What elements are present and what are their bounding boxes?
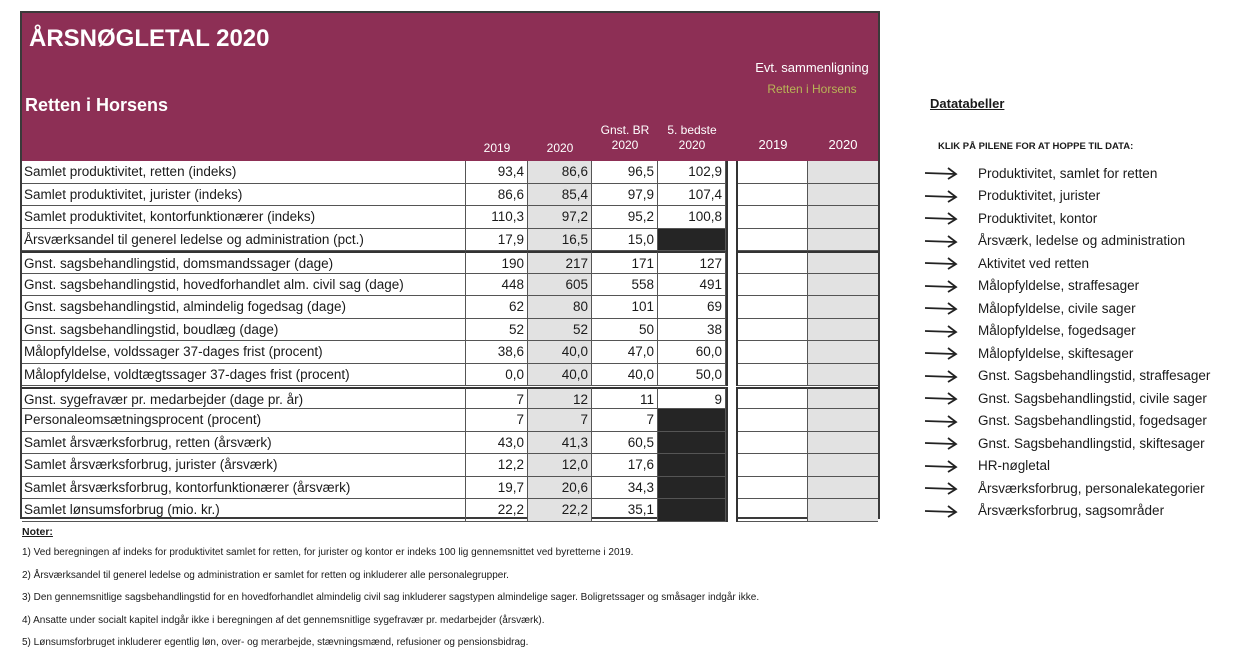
compare-2020-cell [808, 341, 878, 364]
compare-2020-cell [808, 229, 878, 252]
compare-2019-cell [738, 296, 808, 319]
arrow-right-icon[interactable] [924, 256, 958, 270]
table-row [22, 296, 878, 319]
col-header-best-line2: 2020 [678, 138, 706, 152]
value-2019: 22,2 [466, 499, 528, 522]
value-5-best-2020 [658, 409, 726, 432]
col-header-2020: 2020 [546, 141, 574, 155]
value-5-best-2020 [658, 477, 726, 500]
value-2020: 80 [528, 296, 592, 319]
row-label: Samlet årsværksforbrug, retten (årsværk) [22, 432, 466, 455]
note-5: 5) Lønsumsforbruget inkluderer egentlig løn, over- og merarbejde, stævningsmænd, refusioner og pensionsbidrag. [22, 637, 529, 648]
compare-2020-cell [808, 499, 878, 522]
compare-2020-cell [808, 477, 878, 500]
value-2019: 0,0 [466, 364, 528, 387]
value-2019: 43,0 [466, 432, 528, 455]
datatable-link[interactable] [924, 455, 1224, 477]
report-title: ÅRSNØGLETAL 2020 [29, 25, 270, 52]
datatable-link-label[interactable]: Produktivitet, samlet for retten [978, 165, 1158, 181]
row-label: Gnst. sagsbehandlingstid, boudlæg (dage) [22, 319, 466, 342]
datatable-link-label[interactable]: HR-nøgletal [978, 458, 1051, 473]
column-separator [726, 274, 738, 297]
value-2020: 16,5 [528, 229, 592, 252]
compare-2020-cell [808, 454, 878, 477]
col-header-gnst [592, 123, 658, 153]
compare-2019-cell [738, 319, 808, 342]
col-header-cmp-2020: 2020 [828, 137, 858, 152]
value-2020: 20,6 [528, 477, 592, 500]
value-2020: 52 [528, 319, 592, 342]
compare-2019-cell [738, 499, 808, 522]
arrow-right-icon[interactable] [924, 414, 958, 428]
row-label: Gnst. sygefravær pr. medarbejder (dage pr. år) [22, 387, 466, 410]
table-row [22, 229, 878, 252]
note-4: 4) Ansatte under socialt kapitel indgår ikke i beregningen af det gennemsnitlige sygefravær pr. medarbejder (årsværk). [22, 614, 545, 626]
datatable-link-label[interactable]: Årsværksforbrug, sagsområder [978, 503, 1165, 518]
table-row [22, 477, 878, 500]
datatable-link-label[interactable]: Gnst. Sagsbehandlingstid, civile sager [978, 390, 1207, 406]
arrow-right-icon[interactable] [924, 166, 958, 180]
court-name: Retten i Horsens [25, 95, 169, 115]
report-header [22, 13, 878, 161]
datatable-link-label[interactable]: Målopfyldelse, straffesager [978, 278, 1140, 293]
value-5-best-2020: 69 [658, 296, 726, 319]
value-2020: 40,0 [528, 341, 592, 364]
value-5-best-2020: 127 [658, 251, 726, 274]
value-2019: 19,7 [466, 477, 528, 500]
datatable-link[interactable] [924, 387, 1224, 409]
value-2020: 40,0 [528, 364, 592, 387]
table-row [22, 251, 878, 274]
compare-2019-cell [738, 477, 808, 500]
value-gnst-br-2020: 558 [592, 274, 658, 297]
column-separator [726, 341, 738, 364]
datatables-title: Datatabeller [930, 96, 1005, 111]
value-5-best-2020 [658, 229, 726, 252]
datatable-link[interactable] [924, 365, 1224, 387]
column-separator [726, 161, 738, 184]
datatable-link[interactable] [924, 477, 1224, 499]
datatable-link[interactable] [924, 342, 1224, 364]
value-5-best-2020: 38 [658, 319, 726, 342]
notes-section [22, 526, 759, 659]
datatable-link[interactable] [924, 320, 1224, 342]
value-2020: 41,3 [528, 432, 592, 455]
compare-2019-cell [738, 206, 808, 229]
value-gnst-br-2020: 97,9 [592, 184, 658, 207]
arrow-right-icon[interactable] [924, 391, 958, 405]
compare-2019-cell [738, 161, 808, 184]
arrow-right-icon[interactable] [924, 346, 958, 360]
note-2: 2) Årsværksandel til generel ledelse og administration er samlet for retten og inkluderer alle personalegrupper. [22, 569, 509, 581]
arrow-right-icon[interactable] [924, 324, 958, 338]
row-label: Personaleomsætningsprocent (procent) [22, 409, 466, 432]
datatable-link-label[interactable]: Produktivitet, kontor [978, 210, 1098, 226]
col-header-best [658, 123, 726, 153]
column-separator [726, 206, 738, 229]
table-row [22, 184, 878, 207]
value-2019: 52 [466, 319, 528, 342]
arrow-right-icon[interactable] [924, 369, 958, 383]
value-2019: 93,4 [466, 161, 528, 184]
table-row [22, 341, 878, 364]
column-separator [726, 477, 738, 500]
compare-2020-cell [808, 364, 878, 387]
row-label: Målopfyldelse, voldssager 37-dages frist (procent) [22, 341, 466, 364]
value-gnst-br-2020: 35,1 [592, 499, 658, 522]
datatable-link[interactable] [924, 297, 1224, 319]
value-gnst-br-2020: 50 [592, 319, 658, 342]
column-separator [726, 229, 738, 252]
comparison-label: Evt. sammenligning [755, 60, 869, 75]
col-header-gnst-line1: Gnst. BR [600, 123, 650, 137]
row-label: Samlet lønsumsforbrug (mio. kr.) [22, 499, 466, 522]
value-gnst-br-2020: 15,0 [592, 229, 658, 252]
row-label: Årsværksandel til generel ledelse og administration (pct.) [22, 229, 466, 252]
note-3: 3) Den gennemsnitlige sagsbehandlingstid for en hovedforhandlet almindelig civil sag inkluderer sagstypen almindelige sager. Boligretssager og småsager indgår ikke. [22, 592, 760, 603]
datatable-link[interactable] [924, 252, 1224, 274]
value-2020: 12,0 [528, 454, 592, 477]
datatables-hint: KLIK PÅ PILENE FOR AT HOPPE TIL DATA: [938, 141, 1134, 152]
compare-2020-cell [808, 296, 878, 319]
col-header-gnst-line2: 2020 [611, 138, 639, 152]
datatable-link-label[interactable]: Årsværk, ledelse og administration [978, 233, 1186, 248]
column-separator [726, 364, 738, 387]
datatable-link[interactable] [924, 500, 1224, 522]
value-gnst-br-2020: 7 [592, 409, 658, 432]
datatable-link[interactable] [924, 410, 1224, 432]
key-figures-panel [20, 11, 880, 519]
datatable-link[interactable] [924, 275, 1224, 297]
table-row [22, 499, 878, 522]
compare-2019-cell [738, 251, 808, 274]
datatable-link-label[interactable]: Gnst. Sagsbehandlingstid, straffesager [978, 368, 1211, 383]
table-row [22, 454, 878, 477]
value-gnst-br-2020: 40,0 [592, 364, 658, 387]
compare-2020-cell [808, 206, 878, 229]
datatable-link[interactable] [924, 185, 1224, 207]
value-2019: 86,6 [466, 184, 528, 207]
arrow-right-icon[interactable] [924, 436, 958, 450]
datatable-link-label[interactable]: Aktivitet ved retten [978, 255, 1090, 271]
value-gnst-br-2020: 60,5 [592, 432, 658, 455]
column-separator [726, 296, 738, 319]
value-5-best-2020 [658, 454, 726, 477]
row-label: Samlet produktivitet, jurister (indeks) [22, 184, 466, 207]
value-2019: 62 [466, 296, 528, 319]
table-row [22, 319, 878, 342]
arrow-right-icon[interactable] [924, 301, 958, 315]
table-row [22, 364, 878, 387]
value-5-best-2020: 107,4 [658, 184, 726, 207]
value-gnst-br-2020: 171 [592, 251, 658, 274]
value-5-best-2020 [658, 499, 726, 522]
datatable-link[interactable] [924, 162, 1224, 184]
row-label: Gnst. sagsbehandlingstid, hovedforhandlet alm. civil sag (dage) [22, 274, 466, 297]
column-separator [726, 432, 738, 455]
column-separator [726, 454, 738, 477]
value-gnst-br-2020: 17,6 [592, 454, 658, 477]
value-2020: 85,4 [528, 184, 592, 207]
col-header-cmp-2019: 2019 [758, 137, 788, 152]
arrow-right-icon[interactable] [924, 504, 958, 518]
value-2020: 97,2 [528, 206, 592, 229]
compare-2019-cell [738, 409, 808, 432]
value-2020: 12 [528, 387, 592, 410]
value-2020: 86,6 [528, 161, 592, 184]
compare-2019-cell [738, 229, 808, 252]
table-row [22, 274, 878, 297]
value-2019: 12,2 [466, 454, 528, 477]
value-5-best-2020: 50,0 [658, 364, 726, 387]
table-row [22, 387, 878, 410]
compare-2019-cell [738, 341, 808, 364]
compare-2019-cell [738, 432, 808, 455]
column-separator [726, 409, 738, 432]
value-gnst-br-2020: 101 [592, 296, 658, 319]
arrow-right-icon[interactable] [924, 211, 958, 225]
arrow-right-icon[interactable] [924, 481, 958, 495]
datatable-link[interactable] [924, 207, 1224, 229]
value-2020: 7 [528, 409, 592, 432]
value-2020: 605 [528, 274, 592, 297]
compare-2019-cell [738, 364, 808, 387]
datatable-link-label[interactable]: Produktivitet, jurister [978, 188, 1101, 203]
compare-2020-cell [808, 432, 878, 455]
value-2020: 217 [528, 251, 592, 274]
datatable-link[interactable] [924, 432, 1224, 454]
column-separator [726, 319, 738, 342]
value-5-best-2020: 102,9 [658, 161, 726, 184]
row-label: Gnst. sagsbehandlingstid, almindelig fogedsag (dage) [22, 296, 466, 319]
value-gnst-br-2020: 96,5 [592, 161, 658, 184]
datatable-link-label[interactable]: Gnst. Sagsbehandlingstid, skiftesager [978, 435, 1205, 451]
value-2019: 7 [466, 409, 528, 432]
comparison-court: Retten i Horsens [767, 82, 857, 96]
value-gnst-br-2020: 11 [592, 387, 658, 410]
compare-2020-cell [808, 319, 878, 342]
datatable-link-label[interactable]: Målopfyldelse, fogedsager [978, 323, 1136, 338]
table-row [22, 432, 878, 455]
table-row [22, 409, 878, 432]
column-separator [726, 251, 738, 274]
compare-2020-cell [808, 184, 878, 207]
row-label: Samlet produktivitet, kontorfunktionærer (indeks) [22, 206, 466, 229]
arrow-right-icon[interactable] [924, 279, 958, 293]
datatable-link-label[interactable]: Målopfyldelse, civile sager [978, 300, 1136, 316]
compare-2019-cell [738, 274, 808, 297]
value-5-best-2020: 9 [658, 387, 726, 410]
value-gnst-br-2020: 95,2 [592, 206, 658, 229]
row-label: Målopfyldelse, voldtægtssager 37-dages frist (procent) [22, 364, 466, 387]
value-2019: 17,9 [466, 229, 528, 252]
compare-2020-cell [808, 274, 878, 297]
value-2020: 22,2 [528, 499, 592, 522]
value-2019: 448 [466, 274, 528, 297]
row-label: Samlet produktivitet, retten (indeks) [22, 161, 466, 184]
compare-2020-cell [808, 409, 878, 432]
column-separator [726, 499, 738, 522]
compare-2019-cell [738, 387, 808, 410]
value-2019: 190 [466, 251, 528, 274]
notes-heading: Noter: [22, 526, 53, 538]
datatable-link-label[interactable]: Årsværksforbrug, personalekategorier [978, 480, 1205, 496]
row-label: Samlet årsværksforbrug, kontorfunktionærer (årsværk) [22, 477, 466, 500]
arrow-right-icon[interactable] [924, 234, 958, 248]
arrow-right-icon[interactable] [924, 189, 958, 203]
table-row [22, 206, 878, 229]
value-5-best-2020: 491 [658, 274, 726, 297]
compare-2019-cell [738, 184, 808, 207]
value-5-best-2020: 60,0 [658, 341, 726, 364]
row-label: Samlet årsværksforbrug, jurister (årsværk) [22, 454, 466, 477]
value-5-best-2020: 100,8 [658, 206, 726, 229]
column-separator [726, 387, 738, 410]
col-header-2019: 2019 [483, 141, 511, 155]
datatable-link-label[interactable]: Målopfyldelse, skiftesager [978, 345, 1134, 361]
compare-2019-cell [738, 454, 808, 477]
arrow-right-icon[interactable] [924, 459, 958, 473]
row-label: Gnst. sagsbehandlingstid, domsmandssager (dage) [22, 251, 466, 274]
compare-2020-cell [808, 251, 878, 274]
compare-2020-cell [808, 387, 878, 410]
table-row [22, 161, 878, 184]
col-header-best-line1: 5. bedste [667, 123, 717, 137]
note-1: 1) Ved beregningen af indeks for produktivitet samlet for retten, for jurister og kontor er indeks 100 lig gennemsnittet ved byretterne i 2019. [22, 547, 634, 558]
datatable-link-label[interactable]: Gnst. Sagsbehandlingstid, fogedsager [978, 413, 1207, 428]
value-2019: 38,6 [466, 341, 528, 364]
value-2019: 7 [466, 387, 528, 410]
value-5-best-2020 [658, 432, 726, 455]
compare-2020-cell [808, 161, 878, 184]
value-gnst-br-2020: 47,0 [592, 341, 658, 364]
value-2019: 110,3 [466, 206, 528, 229]
column-separator [726, 184, 738, 207]
datatable-link[interactable] [924, 230, 1224, 252]
value-gnst-br-2020: 34,3 [592, 477, 658, 500]
